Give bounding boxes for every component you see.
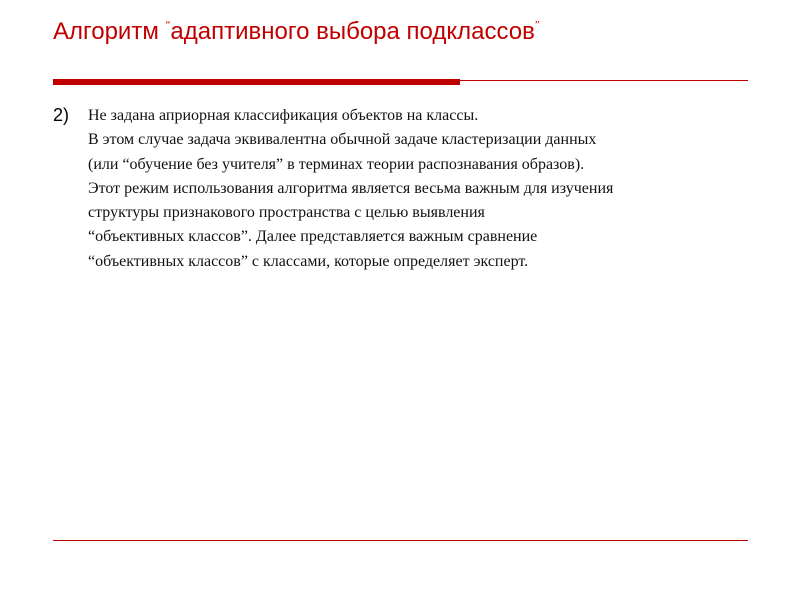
item-line: Этот режим использования алгоритма является весьма важным для изучения [88, 179, 614, 197]
footer-divider [53, 540, 748, 541]
title-open-quote: “ [165, 19, 171, 31]
title-underline-thick [53, 79, 460, 85]
item-line: “объективных классов” с классами, которые определяет эксперт. [88, 252, 529, 270]
item-line: структуры признакового пространства с целью выявления [88, 204, 485, 222]
item-body [88, 104, 753, 274]
title-text-part2: адаптивного выбора подклассов [170, 18, 535, 45]
title-close-quote: ” [534, 19, 540, 31]
item-line: Не задана априорная классификация объектов на классы. [88, 107, 479, 124]
item-number: 2) [53, 105, 70, 125]
item-line: (или “обучение без учителя” в терминах теории распознавания образов). [88, 155, 585, 173]
item-line: В этом случае задача эквивалентна обычной задаче кластеризации данных [88, 131, 597, 149]
title-underline-thin [460, 80, 748, 81]
item-line: “объективных классов”. Далее представляется важным сравнение [88, 228, 538, 246]
title-text-part1: Алгоритм [53, 18, 166, 45]
slide-title [53, 12, 753, 47]
